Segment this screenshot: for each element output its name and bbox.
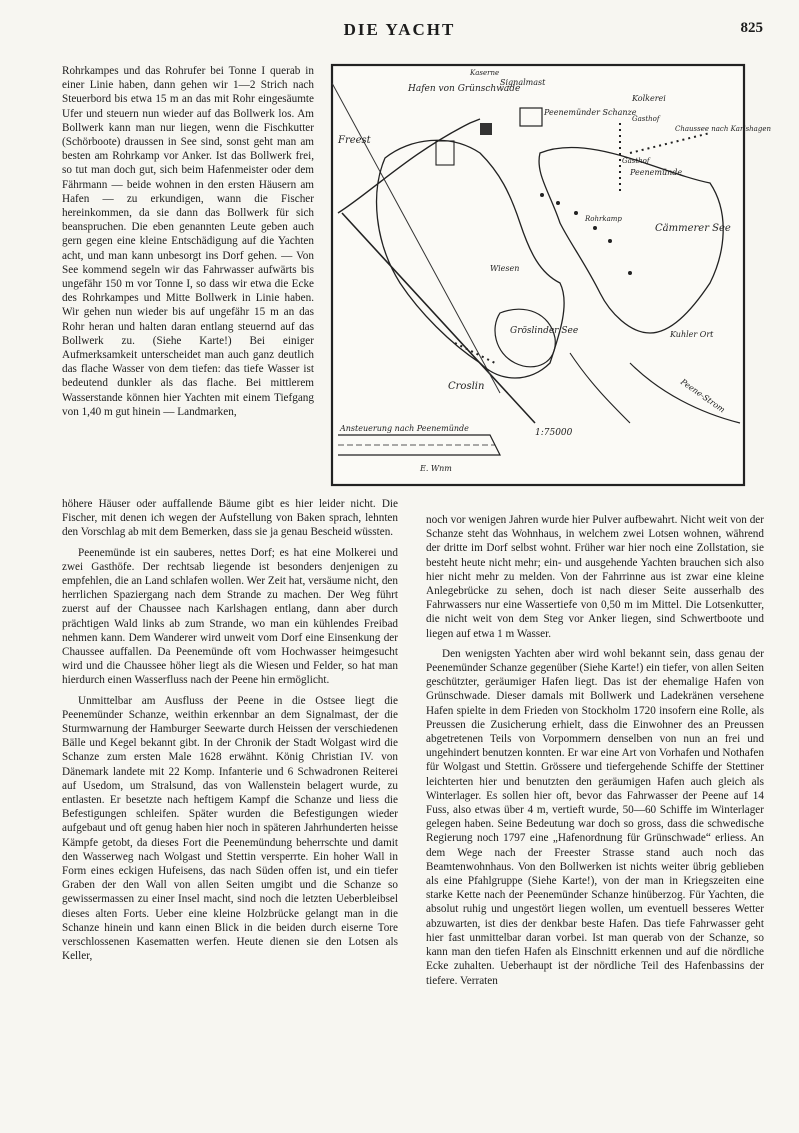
label-kamp: Rohrkamp — [585, 215, 622, 223]
paragraph: noch vor wenigen Jahren wurde hier Pulver aufbewahrt. Nicht weit von der Schanze steht das Wohnhaus, in welchem zwei Lotsen wohnen, während der dritte im Dorf selbst wohnt. Früher war hier noch eine Zollstation, sie besteht heute nicht mehr; ein- und ausgehende Yachten brauchen sich also hier nicht mehr zu melden. Von der Fahrrinne aus ist zwar eine kleine Anlegebrücke zu sehen, doch ist nach dieser Seite ausserhalb des Fahrwassers nur eine Wassertiefe von 0,50 m im Mittel. Die Lotsenkutter, die nicht weit von dem Steg vor Anker liegen, sind Schwertboote und liegen auf etwa 1 m Wasser. — [426, 514, 764, 640]
label-gasthof-1: Gasthof — [632, 115, 660, 123]
label-signal: Signalmast — [500, 78, 546, 87]
label-cammerer-see: Cämmerer See — [655, 223, 731, 234]
text-column-left — [62, 497, 398, 964]
label-kaserne: Kaserne — [470, 69, 500, 77]
label-ansteuerung: Ansteuerung nach Peenemünde — [340, 424, 469, 433]
paragraph: Unmittelbar am Ausfluss der Peene in die Ostsee liegt die Peenemünder Schanze, weithin erkennbar an dem Signalmast, der die Sturmwarnung der Hamburger Seewarte durch Heissen der verschiedenen Bälle und Kegel bekannt gibt. In der Chronik der Stadt Wolgast wird die Schanze zum ersten Male 1628 erwähnt. König Christian IV. von Dänemark landete mit 22 Komp. Infanterie und 6 Schwadronen Reiterei auf Usedom, um Stralsund, das von Wallenstein belagert wurde, zu entlasten. Er besetzte nach heftigem Kampf die Schanze und liess die Befestigungen schleifen. Später wurden die Befestigungen wieder aufgebaut und oft genug haben hier noch in späteren Jahrhunderten heisse Kämpfe getobt, da dieses Fort die Peenemündung beherrschte und damit den Wasserweg nach Wolgast und Stettin versperrte. Ein hoher Wall in Form eines eckigen Hufeisens, das nach Süden offen ist, und ein tiefer Graben der den Wall von allen Seiten umgibt und die Schanze so gewissermassen zu einer Insel macht, sind noch die letzten Ueberbleibsel dieses alten Forts. Ueber eine kleine Holzbrücke gelangt man in die Schanze hinein und kann einen Blick in die beiden durch eiserne Tore verschlossenen Kasematten werfen. Heute dienen sie den Lotsen als Keller, — [62, 694, 398, 963]
label-freest: Freest — [338, 135, 371, 146]
text-column-left-top — [62, 64, 314, 419]
paragraph: Rohrkampes und das Rohrufer bei Tonne I querab in einer Linie haben, dann gehen wir 1—2 Strich nach Steuerbord bis etwa 15 m an das mit Rohr eingesäumte Ufer und steuern nun wieder auf das Bollwerk los. Am Bollwerk kann man nur liegen, wenn die Fischkutter (Schörboote) draussen in See sind, sonst geht man am besten am Rohrkamp vor Anker. Ist das Bollwerk frei, so tut man doch gut, sich beim Hafenmeister oder dem Fährmann — beide wohnen in den ersten Häusern am Hafen — zu erkundigen, wann die Fischer hereinkommen, da sie dann das Bollwerk für sich beanspruchen. Die eben genannten Leute geben auch gern gegen eine kleine Entschädigung auf die Yachten acht, und man kann unbesorgt ins Dorf gehen. — Von See kommend segeln wir das Fahrwasser aufwärts bis ungefähr 150 m vor Tonne I, so dass wir etwa die Ecke des Rohrkampes und Mitte Bollwerk in Linie haben. Wir gehen nun wieder bis auf ungefähr 15 m an das Rohr heran und halten daran entlang steuernd auf das Bollwerk zu. (Siehe Karte!) Bei einiger Aufmerksamkeit unterscheidet man auch ganz deutlich das flache Wasser von dem tiefen: das tiefe Wasser ist bedeutend dunkler als das flache. Bei mittlerem Wasserstande können hier Yachten mit einem Tiefgang von 1,40 m gut hinein — Landmarken, — [62, 65, 314, 418]
label-gasthof-2: Gasthof — [622, 157, 650, 165]
harbor-map — [330, 63, 771, 487]
label-peenestrom: Peene-Strom — [678, 377, 727, 415]
label-schanze: Peenemünder Schanze — [544, 108, 637, 117]
label-kuhle: Kuhler Ort — [670, 330, 714, 339]
paragraph: Den wenigsten Yachten aber wird wohl bekannt sein, dass genau der Peenemünder Schanze gegenüber (Siehe Karte!) ein tiefer, von allen Seiten geschützter, geräumiger Hafen liegt. Das ist der ehemalige Hafen von Grünschwade. Dieser damals mit Bollwerk und Ladekränen versehene Hafen spielte in dem Frieden von Stockholm 1720 insofern eine Rolle, als Preussen die Zusicherung erhielt, dass die Einwohner des an Preussen abgetretenen Teils von Vorpommern denselben von nun an frei und ungehindert benutzen konnten. Er war eine Art von Vorhafen und Nothafen für Wolgast und Stettin. Grössere und tiefergehende Schiffe der Stettiner leichterten hier und benutzten den geräumigen Hafen auch gleich als Winterlager. Es sollen hier oft, bevor das Fahrwasser der Peene auf 14 Fuss, also etwas über 4 m, vertieft wurde, 50—60 Schiffe im Winterlager gelegen haben. Seine Bedeutung war doch so gross, dass die schwedische Regierung noch 1797 eine „Hafenordnung für Grünschwade“ erliess. An dem Wege nach der Freester Strasse stand auch noch das Beamtenwohnhaus. Von den Bollwerken ist nichts weiter übrig geblieben als eine Pfahlgruppe (Siehe Karte!), von der man in Kriegszeiten eine starke Kette nach der Peenemünder Schanze hinüberzog. Für Yachten, die absolut ruhig und ungestört liegen wollen, um eventuell besseres Wetter abzuwarten, ist dies der denkbar beste Hafen. Das tiefe Fahrwasser geht hier fast unmittelbar daran vorbei. Ist man querab von der Schanze, so kann man den tiefen Hafen als Einschnitt erkennen und auf die nördliche Ecke zuhalten. Ueberhaupt ist der nördliche Teil des Hafenbassins der tiefere. Verraten — [426, 647, 764, 987]
page-number: 825 — [740, 20, 763, 36]
label-groslinder-see: Gröslinder See — [510, 326, 579, 336]
church-marker — [480, 123, 492, 135]
label-croslin: Croslin — [448, 381, 485, 392]
label-hafen: Hafen von Grünschwade — [408, 84, 521, 94]
label-sign: E. Wnm — [420, 464, 452, 473]
label-kolkerei: Kolkerei — [632, 94, 666, 103]
label-peenemuende: Peenemünde — [630, 168, 683, 177]
label-chaussee: Chaussee nach Karlshagen — [675, 125, 771, 133]
paragraph: Peenemünde ist ein sauberes, nettes Dorf; es hat eine Molkerei und zwei Gasthöfe. Der rechtsab liegende ist besonders denjenigen zu empfehlen, die an Land schlafen wollen. Wer Zeit hat, versäume nicht, den herrlichen Spaziergang nach dem Strande zu machen. Der Weg führt zuerst auf der Chaussee nach Karlshagen entlang, dann aber durch prächtigen Wald links ab zum Strande, wo man ein kühlendes Freibad nehmen kann. Dem Wanderer wird unweit vom Dorf eine Einsenkung der Chaussee auffallen. Da Peenemünde oft vom Hochwasser heimgesucht wird und die Chaussee höher liegt als die Wiesen und Felder, so hat man hierdurch einen Wasserfluss nach der Peene hin ermöglicht. — [62, 546, 398, 687]
label-wiesen: Wiesen — [490, 264, 520, 273]
label-scale: 1:75000 — [535, 428, 573, 438]
page-header-title: DIE YACHT — [343, 20, 456, 39]
paragraph: höhere Häuser oder auffallende Bäume gibt es hier leider nicht. Die Fischer, mit denen ich wegen der Aufstellung von Baken sprach, lehnten den Vorschlag ab mit dem Bemerken, dass sie ja genau Bescheid wüssten. — [62, 498, 398, 539]
text-column-right — [426, 513, 764, 988]
